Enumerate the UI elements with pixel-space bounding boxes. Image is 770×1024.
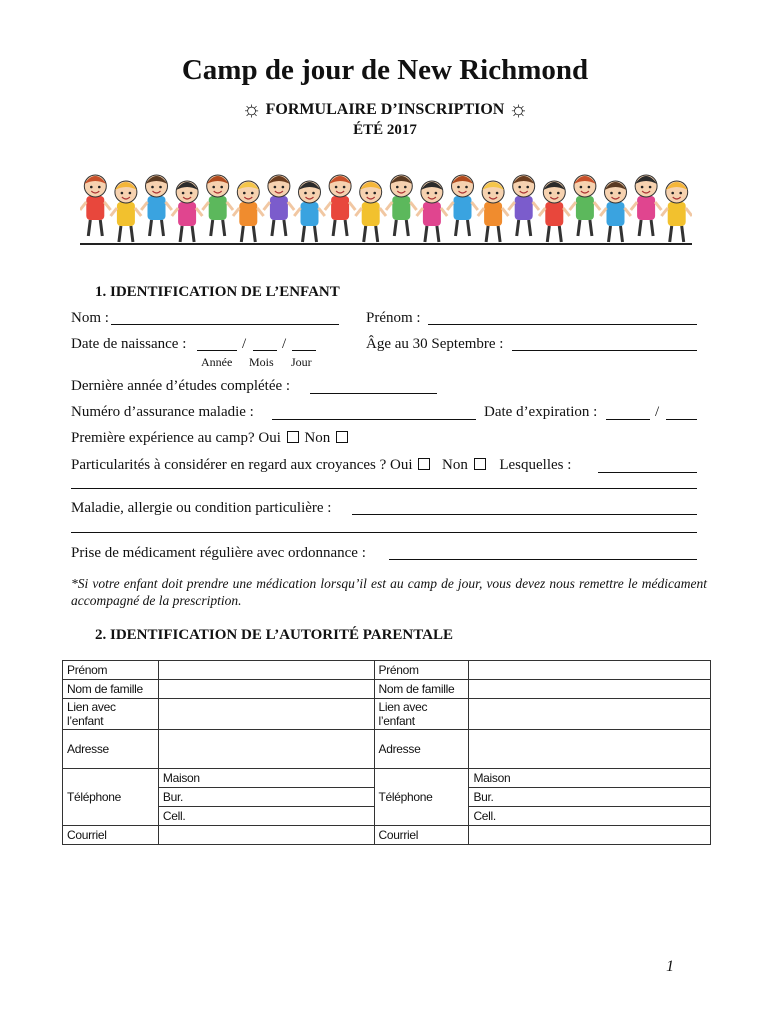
bur-cell[interactable]: Bur.: [158, 788, 374, 807]
kid-leg: [345, 220, 347, 236]
section1-heading: 1. IDENTIFICATION DE L’ENFANT: [95, 284, 340, 300]
kid-eye: [373, 192, 376, 195]
courriel-cell: Courriel: [374, 826, 469, 845]
table-row: [63, 730, 711, 769]
cell-cell[interactable]: Cell.: [469, 807, 711, 826]
kid-eye: [679, 192, 682, 195]
expiration-month-field[interactable]: [606, 419, 650, 420]
kid-eye: [282, 186, 285, 189]
kid-leg: [284, 220, 286, 236]
kid-leg: [437, 226, 439, 242]
bur-cell[interactable]: Bur.: [469, 788, 711, 807]
kid-shirt: [545, 202, 563, 226]
kid-eye: [343, 186, 346, 189]
kid-eye: [557, 192, 560, 195]
assurance-field[interactable]: [272, 419, 476, 420]
kid-arm: [533, 202, 539, 210]
kid-eye: [151, 186, 154, 189]
kid-shirt: [515, 196, 533, 220]
kid-eye: [588, 186, 591, 189]
kid-arm: [472, 202, 478, 210]
kid-shirt: [209, 196, 227, 220]
kid-shirt: [239, 202, 257, 226]
kid-leg: [639, 220, 641, 236]
kid-leg: [517, 220, 519, 236]
kid-eye: [465, 186, 468, 189]
kid-eye: [182, 192, 185, 195]
particularites-extra-line[interactable]: [71, 488, 697, 489]
kid-arm: [410, 202, 416, 210]
kid-leg: [241, 226, 243, 242]
kid-eye: [304, 192, 307, 195]
kid-leg: [498, 226, 500, 242]
kid-eye: [90, 186, 93, 189]
derniere-annee-label: Dernière année d’études complétée :: [71, 378, 291, 394]
kid-shirt: [117, 202, 135, 226]
kid-eye: [549, 192, 552, 195]
kid-leg: [211, 220, 213, 236]
kid-arm: [447, 202, 453, 210]
premiere-exp-label: Première expérience au camp? Oui: [71, 430, 281, 446]
telephone-cell: Téléphone: [63, 769, 159, 826]
kid-arm: [631, 202, 637, 210]
kid-eye: [159, 186, 162, 189]
premiere-exp-row: [71, 430, 350, 447]
subtitle-text: FORMULAIRE D’INSCRIPTION: [265, 101, 505, 118]
adresse-cell: Adresse: [374, 730, 469, 769]
particularites-label: Particularités à considérer en regard aux croyances ? Oui: [71, 457, 413, 473]
non-label: Non: [442, 457, 468, 473]
kid-leg: [670, 226, 672, 242]
children-holding-hands-illustration: [80, 160, 692, 250]
kid-leg: [88, 220, 90, 236]
page-number: 1: [666, 958, 674, 975]
kid-leg: [100, 220, 102, 236]
kid-eye: [427, 192, 430, 195]
kid-eye: [649, 186, 652, 189]
slash: /: [282, 336, 287, 352]
kid-arm: [227, 202, 233, 210]
kid-arm: [686, 208, 692, 216]
kid-eye: [212, 186, 215, 189]
lesquelles-label: Lesquelles :: [499, 457, 572, 473]
kid-leg: [223, 220, 225, 236]
kid-shirt: [484, 202, 502, 226]
parent1-adresse-input[interactable]: [158, 730, 374, 769]
kid-eye: [190, 192, 193, 195]
kid-eye: [671, 192, 674, 195]
kid-leg: [651, 220, 653, 236]
annee-hint: Année: [201, 355, 233, 369]
kid-arm: [202, 202, 208, 210]
slash: /: [242, 336, 247, 352]
expiration-label: Date d’expiration :: [484, 404, 598, 420]
date-naissance-label: Date de naissance :: [71, 336, 187, 352]
kid-eye: [220, 186, 223, 189]
kid-leg: [456, 220, 458, 236]
kid-eye: [641, 186, 644, 189]
kid-leg: [468, 220, 470, 236]
kid-arm: [141, 202, 147, 210]
courriel-cell: Courriel: [63, 826, 159, 845]
kid-leg: [162, 220, 164, 236]
section2-heading: 2. IDENTIFICATION DE L’AUTORITÉ PARENTALE: [95, 627, 453, 643]
kid-leg: [192, 226, 194, 242]
kid-leg: [547, 226, 549, 242]
kid-shirt: [607, 202, 625, 226]
kid-shirt: [331, 196, 349, 220]
particularites-row: [71, 457, 571, 474]
kid-eye: [518, 186, 521, 189]
prenom-cell: Prénom: [374, 661, 469, 680]
kid-eye: [526, 186, 529, 189]
jour-hint: Jour: [291, 355, 312, 369]
kid-arm: [570, 202, 576, 210]
table-row: [63, 826, 711, 845]
medicament-label: Prise de médicament régulière avec ordonnance :: [71, 545, 366, 561]
kid-arm: [349, 202, 355, 210]
kid-leg: [376, 226, 378, 242]
kid-leg: [529, 220, 531, 236]
parent2-courriel-input[interactable]: [469, 826, 711, 845]
kid-eye: [365, 192, 368, 195]
kid-leg: [315, 226, 317, 242]
kid-eye: [243, 192, 246, 195]
maison-cell[interactable]: Maison: [469, 769, 711, 788]
kid-eye: [129, 192, 132, 195]
kid-arm: [288, 202, 294, 210]
kid-arm: [104, 202, 110, 210]
kid-eye: [274, 186, 277, 189]
kid-leg: [425, 226, 427, 242]
form-year: ÉTÉ 2017: [353, 122, 417, 138]
form-subtitle: [0, 96, 770, 122]
kid-arm: [655, 202, 661, 210]
kid-eye: [312, 192, 315, 195]
parent2-nom-input[interactable]: [469, 680, 711, 699]
non-checkbox[interactable]: [474, 458, 486, 470]
kid-eye: [618, 192, 621, 195]
non-label: Non: [304, 430, 331, 446]
kid-arm: [166, 202, 172, 210]
age-field[interactable]: [512, 350, 697, 351]
kid-shirt: [576, 196, 594, 220]
kid-eye: [396, 186, 399, 189]
table-row: [63, 680, 711, 699]
table-row: [63, 699, 711, 730]
telephone-cell: Téléphone: [374, 769, 469, 826]
kid-arm: [386, 202, 392, 210]
kid-leg: [119, 226, 121, 242]
kid-eye: [251, 192, 254, 195]
nom-label: Nom :: [71, 310, 109, 326]
form-title: Camp de jour de New Richmond: [181, 54, 589, 86]
kid-arm: [80, 202, 86, 210]
kid-eye: [98, 186, 101, 189]
derniere-annee-field[interactable]: [310, 393, 437, 394]
prenom-label: Prénom :: [366, 310, 421, 326]
parent1-nom-input[interactable]: [158, 680, 374, 699]
kid-leg: [621, 226, 623, 242]
kid-shirt: [301, 202, 319, 226]
expiration-year-field[interactable]: [666, 419, 697, 420]
kid-eye: [404, 186, 407, 189]
cell-cell[interactable]: Cell.: [158, 807, 374, 826]
parent2-adresse-input[interactable]: [469, 730, 711, 769]
nom-famille-cell: Nom de famille: [374, 680, 469, 699]
kid-leg: [253, 226, 255, 242]
maladie-extra-line[interactable]: [71, 532, 697, 533]
kid-shirt: [454, 196, 472, 220]
parent1-courriel-input[interactable]: [158, 826, 374, 845]
oui-checkbox[interactable]: [418, 458, 430, 470]
kid-leg: [333, 220, 335, 236]
maladie-label: Maladie, allergie ou condition particulière :: [71, 500, 332, 516]
parent-table: [62, 660, 711, 845]
kid-leg: [150, 220, 152, 236]
oui-checkbox[interactable]: [287, 431, 299, 443]
sun-icon: ☼: [241, 96, 262, 121]
kid-shirt: [423, 202, 441, 226]
kid-leg: [406, 220, 408, 236]
kid-arm: [594, 202, 600, 210]
kid-shirt: [270, 196, 288, 220]
kid-shirt: [668, 202, 686, 226]
kid-leg: [559, 226, 561, 242]
kid-leg: [394, 220, 396, 236]
sun-icon: ☼: [508, 96, 529, 121]
kid-leg: [682, 226, 684, 242]
slash: /: [655, 404, 660, 420]
table-row: [63, 661, 711, 680]
maladie-field[interactable]: [352, 514, 697, 515]
kid-arm: [264, 202, 270, 210]
kid-leg: [131, 226, 133, 242]
kid-eye: [335, 186, 338, 189]
parent2-lien-input[interactable]: [469, 699, 711, 730]
maison-cell[interactable]: Maison: [158, 769, 374, 788]
medicament-field[interactable]: [389, 559, 697, 560]
lesquelles-field[interactable]: [598, 472, 697, 473]
kid-eye: [435, 192, 438, 195]
kid-eye: [496, 192, 499, 195]
birth-day-field[interactable]: [292, 350, 316, 351]
kid-eye: [610, 192, 613, 195]
table-row: [63, 769, 711, 788]
non-checkbox[interactable]: [336, 431, 348, 443]
kid-leg: [486, 226, 488, 242]
kid-shirt: [362, 202, 380, 226]
parent1-prenom-input[interactable]: [158, 661, 374, 680]
kid-leg: [180, 226, 182, 242]
kid-leg: [303, 226, 305, 242]
kid-arm: [325, 202, 331, 210]
kid-leg: [272, 220, 274, 236]
medication-note: *Si votre enfant doit prendre une médication lorsqu’il est au camp de jour, vous devez nous remettre le médicament accompagné de la prescription.: [71, 576, 707, 608]
kid-eye: [121, 192, 124, 195]
kid-eye: [457, 186, 460, 189]
assurance-label: Numéro d’assurance maladie :: [71, 404, 254, 420]
birth-month-field[interactable]: [253, 350, 277, 351]
birth-year-field[interactable]: [197, 350, 237, 351]
prenom-field[interactable]: [428, 324, 697, 325]
kid-shirt: [392, 196, 410, 220]
kid-leg: [578, 220, 580, 236]
parent1-lien-input[interactable]: [158, 699, 374, 730]
nom-field[interactable]: [111, 324, 339, 325]
mois-hint: Mois: [249, 355, 274, 369]
kid-eye: [580, 186, 583, 189]
kid-shirt: [148, 196, 166, 220]
kid-leg: [590, 220, 592, 236]
kid-eye: [488, 192, 491, 195]
prenom-cell: Prénom: [63, 661, 159, 680]
kid-leg: [609, 226, 611, 242]
kid-arm: [508, 202, 514, 210]
lien-cell: Lien avec l’enfant: [63, 699, 159, 730]
kid-shirt: [178, 202, 196, 226]
kid-leg: [364, 226, 366, 242]
kid-shirt: [86, 196, 104, 220]
kid-shirt: [637, 196, 655, 220]
age-label: Âge au 30 Septembre :: [366, 336, 504, 352]
lien-cell: Lien avec l’enfant: [374, 699, 469, 730]
nom-famille-cell: Nom de famille: [63, 680, 159, 699]
adresse-cell: Adresse: [63, 730, 159, 769]
parent2-prenom-input[interactable]: [469, 661, 711, 680]
